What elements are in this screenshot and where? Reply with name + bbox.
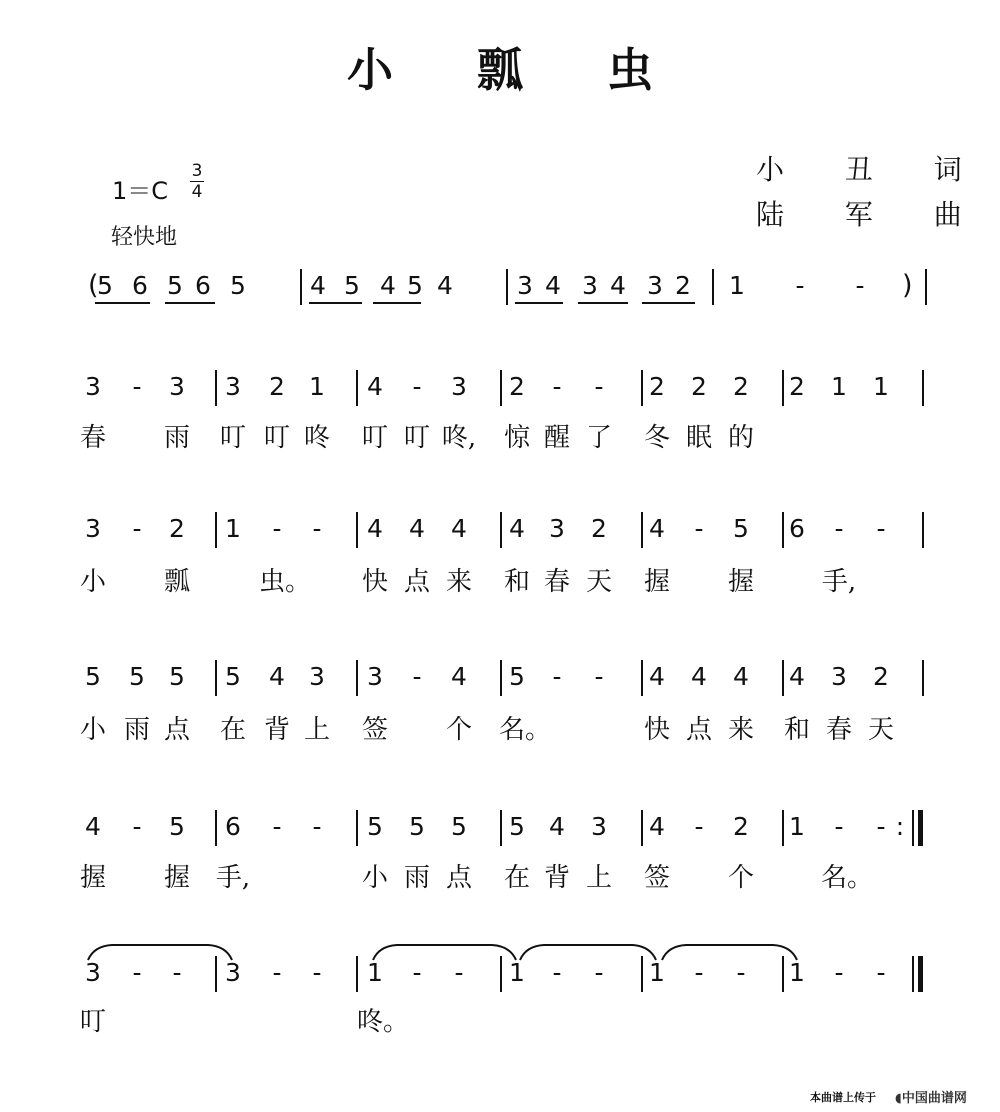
- time-signature-bottom: 4: [191, 182, 203, 202]
- sustain-dash: -: [876, 958, 886, 987]
- note: 4: [509, 514, 525, 543]
- intro-note: 1: [729, 271, 745, 300]
- note: 2: [591, 514, 607, 543]
- intro-note: 4: [380, 271, 396, 300]
- sustain-dash: -: [552, 372, 562, 401]
- lyric-char: 快: [643, 715, 670, 745]
- lyric-char: 点: [685, 715, 712, 745]
- sustain-dash: -: [736, 958, 746, 987]
- note: 2: [509, 372, 525, 401]
- lyric-char: 叮: [219, 423, 246, 453]
- sustain-dash: -: [412, 372, 422, 401]
- note: 1: [873, 372, 889, 401]
- note: 3: [225, 958, 241, 987]
- intro-note: 4: [545, 271, 561, 300]
- tie-arc: [88, 945, 232, 960]
- note: 5: [733, 514, 749, 543]
- lyric-char: 冬: [643, 423, 670, 453]
- intro-note: 3: [647, 271, 663, 300]
- tempo-marking: 轻快地: [111, 225, 178, 250]
- sustain-dash: -: [412, 958, 422, 987]
- key-signature: 1＝C: [112, 177, 169, 205]
- intro-note: 4: [310, 271, 326, 300]
- note: 3: [225, 372, 241, 401]
- lyric-char: 咚,: [441, 423, 477, 453]
- site-logo: [895, 1087, 967, 1106]
- note: 1: [789, 958, 805, 987]
- lyric-char: 背: [263, 715, 290, 745]
- intro-note: 4: [437, 271, 453, 300]
- song-title: 小 瓢 虫: [346, 43, 688, 97]
- note: 5: [367, 812, 383, 841]
- site-name: 中国曲谱网: [901, 1091, 967, 1106]
- sustain-dash: -: [132, 812, 142, 841]
- lyric-char: 名。: [821, 863, 874, 893]
- intro-note: 2: [675, 271, 691, 300]
- intro-note: 6: [132, 271, 148, 300]
- note: 4: [451, 514, 467, 543]
- lyric-char: 上: [585, 863, 612, 893]
- note: 2: [789, 372, 805, 401]
- sustain-dash: -: [272, 812, 282, 841]
- lyricist-credit: 小 丑 词: [756, 153, 988, 186]
- lyric-char: 醒: [543, 423, 570, 453]
- note: 5: [169, 662, 185, 691]
- lyric-char: 虫。: [259, 567, 312, 597]
- lyric-char: 上: [303, 715, 330, 745]
- lyric-char: 快: [361, 567, 388, 597]
- sustain-dash: -: [312, 812, 322, 841]
- sustain-dash: -: [855, 271, 865, 300]
- note: 2: [691, 372, 707, 401]
- note: 1: [225, 514, 241, 543]
- lyric-char: 雨: [403, 863, 430, 893]
- note: 4: [549, 812, 565, 841]
- lyric-char: 点: [403, 567, 430, 597]
- intro-note: 4: [610, 271, 626, 300]
- lyric-char: 叮: [79, 1007, 106, 1037]
- lyric-char: 惊: [503, 423, 530, 453]
- note: 4: [367, 372, 383, 401]
- lyric-char: 握: [643, 567, 670, 597]
- note: 5: [409, 812, 425, 841]
- sustain-dash: -: [454, 958, 464, 987]
- note: 1: [367, 958, 383, 987]
- note: 4: [367, 514, 383, 543]
- lyric-char: 叮: [403, 423, 430, 453]
- lyric-char: 签: [643, 863, 670, 893]
- lyric-char: 小: [361, 863, 388, 893]
- lyric-char: 雨: [163, 423, 190, 453]
- intro-note: 5: [344, 271, 360, 300]
- site-logo-icon: ◖: [895, 1091, 902, 1106]
- note: 3: [85, 372, 101, 401]
- lyric-char: 小: [79, 567, 106, 597]
- lyric-char: 来: [727, 715, 754, 745]
- sustain-dash: -: [272, 514, 282, 543]
- tie-arc: [520, 945, 656, 960]
- sustain-dash: -: [272, 958, 282, 987]
- intro-note: 6: [195, 271, 211, 300]
- sustain-dash: -: [312, 514, 322, 543]
- note: 3: [169, 372, 185, 401]
- lyric-char: 和: [783, 715, 810, 745]
- sustain-dash: -: [876, 514, 886, 543]
- note: 4: [649, 662, 665, 691]
- lyric-char: 手,: [215, 863, 251, 893]
- sustain-dash: -: [694, 812, 704, 841]
- sustain-dash: -: [172, 958, 182, 987]
- sustain-dash: -: [132, 372, 142, 401]
- note: 2: [733, 812, 749, 841]
- note: 4: [451, 662, 467, 691]
- lyric-char: 握: [79, 863, 106, 893]
- lyric-char: 来: [445, 567, 472, 597]
- lyric-char: 雨: [123, 715, 150, 745]
- lyric-char: 叮: [361, 423, 388, 453]
- note: 3: [309, 662, 325, 691]
- lyric-char: 咚。: [357, 1007, 410, 1037]
- lyric-char: 个: [727, 863, 754, 893]
- note: 4: [649, 514, 665, 543]
- lyric-char: 握: [163, 863, 190, 893]
- lyric-char: 的: [727, 423, 754, 453]
- note: 4: [733, 662, 749, 691]
- lyric-char: 在: [219, 715, 246, 745]
- sustain-dash: -: [834, 958, 844, 987]
- lyric-char: 背: [543, 863, 570, 893]
- sustain-dash: -: [834, 812, 844, 841]
- lyric-char: 点: [445, 863, 472, 893]
- time-signature-top: 3: [191, 161, 203, 181]
- intro-note: 5: [97, 271, 113, 300]
- lyric-char: 瓢: [163, 567, 190, 597]
- note: 1: [649, 958, 665, 987]
- note: 4: [85, 812, 101, 841]
- note: 6: [789, 514, 805, 543]
- lyric-char: 了: [585, 423, 612, 453]
- lyric-char: 春: [543, 567, 570, 597]
- note: 3: [831, 662, 847, 691]
- lyric-char: 签: [361, 715, 388, 745]
- note: 1: [309, 372, 325, 401]
- note: 4: [789, 662, 805, 691]
- note: 1: [509, 958, 525, 987]
- tie-arc: [662, 945, 797, 960]
- sustain-dash: -: [132, 514, 142, 543]
- note: 4: [649, 812, 665, 841]
- note: 6: [225, 812, 241, 841]
- lyric-char: 天: [585, 567, 612, 597]
- note: 1: [831, 372, 847, 401]
- sustain-dash: -: [312, 958, 322, 987]
- lyric-char: 咚: [303, 423, 330, 453]
- sustain-dash: -: [876, 812, 886, 841]
- intro-note: 5: [407, 271, 423, 300]
- note: 2: [649, 372, 665, 401]
- note: 5: [509, 812, 525, 841]
- footer-text: 本曲谱上传于: [810, 1091, 876, 1104]
- lyric-char: 眠: [685, 423, 712, 453]
- intro-open-paren: (: [88, 270, 99, 301]
- note: 3: [549, 514, 565, 543]
- lyric-char: 在: [503, 863, 530, 893]
- lyric-char: 春: [79, 423, 106, 453]
- note: 4: [269, 662, 285, 691]
- note: 5: [85, 662, 101, 691]
- lyric-char: 握: [727, 567, 754, 597]
- lyric-char: 点: [163, 715, 190, 745]
- lyric-char: 叮: [263, 423, 290, 453]
- composer-credit: 陆 军 曲: [756, 198, 988, 231]
- note: 2: [269, 372, 285, 401]
- note: 2: [169, 514, 185, 543]
- note: 5: [129, 662, 145, 691]
- intro-note: 5: [167, 271, 183, 300]
- sustain-dash: -: [694, 958, 704, 987]
- note: 3: [367, 662, 383, 691]
- sustain-dash: -: [694, 514, 704, 543]
- intro-close-paren: ): [902, 270, 913, 301]
- lyric-char: 手,: [821, 567, 857, 597]
- note: 5: [451, 812, 467, 841]
- sustain-dash: -: [412, 662, 422, 691]
- note: 5: [225, 662, 241, 691]
- repeat-dots: :: [895, 812, 905, 841]
- note: 3: [85, 514, 101, 543]
- sustain-dash: -: [594, 662, 604, 691]
- note: 4: [409, 514, 425, 543]
- note: 5: [169, 812, 185, 841]
- note: 3: [451, 372, 467, 401]
- sustain-dash: -: [132, 958, 142, 987]
- lyric-char: 个: [445, 715, 472, 745]
- lyric-char: 和: [503, 567, 530, 597]
- intro-note: 5: [230, 271, 246, 300]
- sustain-dash: -: [795, 271, 805, 300]
- sustain-dash: -: [594, 958, 604, 987]
- sustain-dash: -: [834, 514, 844, 543]
- note: 5: [509, 662, 525, 691]
- lyric-char: 春: [825, 715, 852, 745]
- note: 4: [691, 662, 707, 691]
- note: 3: [591, 812, 607, 841]
- lyric-char: 小: [79, 715, 106, 745]
- intro-note: 3: [582, 271, 598, 300]
- lyric-char: 天: [867, 715, 894, 745]
- note: 2: [873, 662, 889, 691]
- tie-arc: [373, 945, 516, 960]
- sustain-dash: -: [552, 662, 562, 691]
- sustain-dash: -: [552, 958, 562, 987]
- sustain-dash: -: [594, 372, 604, 401]
- intro-note: 3: [517, 271, 533, 300]
- note: 2: [733, 372, 749, 401]
- lyric-char: 名。: [499, 715, 552, 745]
- note: 1: [789, 812, 805, 841]
- note: 3: [85, 958, 101, 987]
